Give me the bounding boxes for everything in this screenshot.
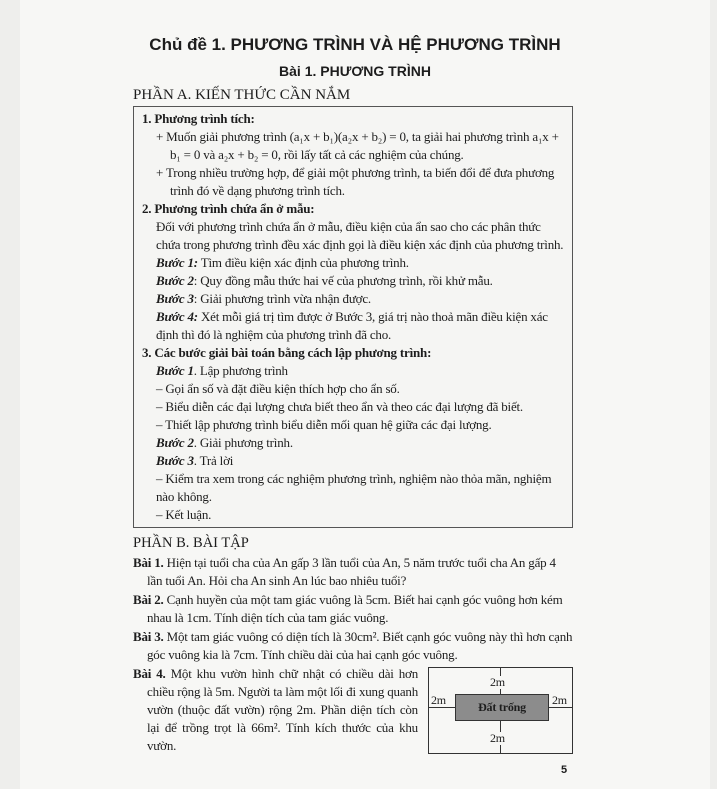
s3-sub: – Kiểm tra xem trong các nghiệm phương trình, nghiệm nào thỏa mãn, nghiệm nào không.	[156, 471, 552, 504]
s2-title: 2. Phương trình chứa ẩn ở mẫu:	[142, 201, 315, 216]
page-number: 5	[561, 764, 568, 776]
step-text: . Lập phương trình	[193, 363, 288, 378]
exercise-text: Hiện tại tuổi cha của An gấp 3 lần tuổi của An, 5 năm trước tuổi cha An gấp 4 lần tuổi An. Hỏi cha An sinh An lúc bao nhiêu tuổi?	[147, 555, 556, 588]
chapter-title: Chủ đề 1. PHƯƠNG TRÌNH VÀ HỆ PHƯƠNG TRÌNH	[149, 35, 561, 54]
exercise-text: Một tam giác vuông có diện tích là 30cm². Biết cạnh góc vuông này thì hơn cạnh góc vuông kia là 7cm. Tính chiều dài của hai cạnh góc vuông.	[147, 629, 573, 662]
exercise-label: Bài 4.	[133, 666, 166, 681]
s3-title: 3. Các bước giải bài toán bằng cách lập phương trình:	[142, 345, 432, 360]
s2-step	[142, 272, 566, 290]
s3-step3	[142, 452, 566, 470]
divider	[429, 707, 455, 708]
step-text: Xét mỗi giá trị tìm được ở Bước 3, giá trị nào thoả mãn điều kiện xác định thì đó là nghiệm của phương trình đã cho.	[156, 309, 548, 342]
s3-step1	[142, 362, 566, 380]
empty-land-rect: Đất trống	[455, 694, 549, 721]
bottom-width-label: 2m	[490, 731, 505, 745]
knowledge-box	[133, 106, 573, 528]
step-text: Tìm điều kiện xác định của phương trình.	[197, 255, 409, 270]
s2-step	[142, 308, 566, 344]
s3-sub: – Kết luận.	[156, 507, 212, 522]
step-label: Bước 2	[156, 435, 194, 450]
step-label: Bước 4:	[156, 309, 198, 324]
left-width-label: 2m	[431, 693, 446, 707]
exercise-label: Bài 3.	[133, 629, 164, 644]
step-text: . Giải phương trình.	[193, 435, 293, 450]
step-label: Bước 1	[156, 363, 194, 378]
step-label: Bước 3	[156, 453, 194, 468]
step-label: Bước 3	[156, 291, 194, 306]
s3-sub: – Biểu diễn các đại lượng chưa biết theo ẩn và theo các đại lượng đã biết.	[156, 399, 523, 414]
s2-step	[142, 254, 566, 272]
s1-line2: + Trong nhiều trường hợp, để giải một phương trình, ta biến đổi để đưa phương trình đó về dạng phương trình tích.	[156, 165, 555, 198]
lesson-title: Bài 1. PHƯƠNG TRÌNH	[279, 63, 431, 79]
content-column	[133, 86, 573, 755]
page	[20, 0, 710, 789]
step-label: Bước 2	[156, 273, 194, 288]
exercise-1	[133, 554, 573, 590]
step-text: : Quy đồng mẫu thức hai vế của phương trình, rồi khử mẫu.	[193, 273, 493, 288]
s2-step	[142, 290, 566, 308]
s2-intro: Đối với phương trình chứa ẩn ở mẫu, điều kiện của ẩn sao cho các phân thức chứa trong phương trình đều xác định gọi là điều kiện xác định của phương trình.	[156, 219, 564, 252]
step-label: Bước 1:	[156, 255, 198, 270]
s3-sub: – Thiết lập phương trình biểu diễn mối quan hệ giữa các đại lượng.	[156, 417, 492, 432]
s1-title: 1. Phương trình tích:	[142, 111, 255, 126]
top-width-label: 2m	[490, 675, 505, 689]
exercise-4	[133, 665, 573, 755]
s1-line1: + Muốn giải phương trình (a₁x + b₁)(a₂x + b₂) = 0, ta giải hai phương trình a₁x + b₁ = 0 và a₂x + b₂ = 0, rồi lấy tất cả các nghiệm của chúng.	[156, 129, 559, 162]
exercise-text: Một khu vườn hình chữ nhật có chiều dài hơn chiều rộng là 5m. Người ta làm một lối đi xung quanh vườn (thuộc đất vườn) rộng 2m. Phần diện tích còn lại để trồng trọt là 66m². Tính kích thước của khu vườn.	[147, 666, 419, 753]
garden-diagram	[428, 667, 573, 754]
exercise-label: Bài 2.	[133, 592, 164, 607]
exercise-text: Cạnh huyền của một tam giác vuông là 5cm. Biết hai cạnh góc vuông hơn kém nhau là 1cm. Tính diện tích của tam giác vuông.	[147, 592, 563, 625]
exercise-3	[133, 628, 573, 664]
step-text: : Giải phương trình vừa nhận được.	[193, 291, 371, 306]
step-text: . Trả lời	[193, 453, 234, 468]
s3-step2	[142, 434, 566, 452]
s3-sub: – Gọi ẩn số và đặt điều kiện thích hợp cho ẩn số.	[156, 381, 400, 396]
section-b-heading: PHẦN B. BÀI TẬP	[133, 535, 249, 551]
exercise-2	[133, 591, 573, 627]
divider	[549, 707, 572, 708]
section-a-heading: PHẦN A. KIẾN THỨC CẦN NẮM	[133, 87, 351, 103]
exercise-label: Bài 1.	[133, 555, 164, 570]
right-width-label: 2m	[552, 693, 567, 707]
